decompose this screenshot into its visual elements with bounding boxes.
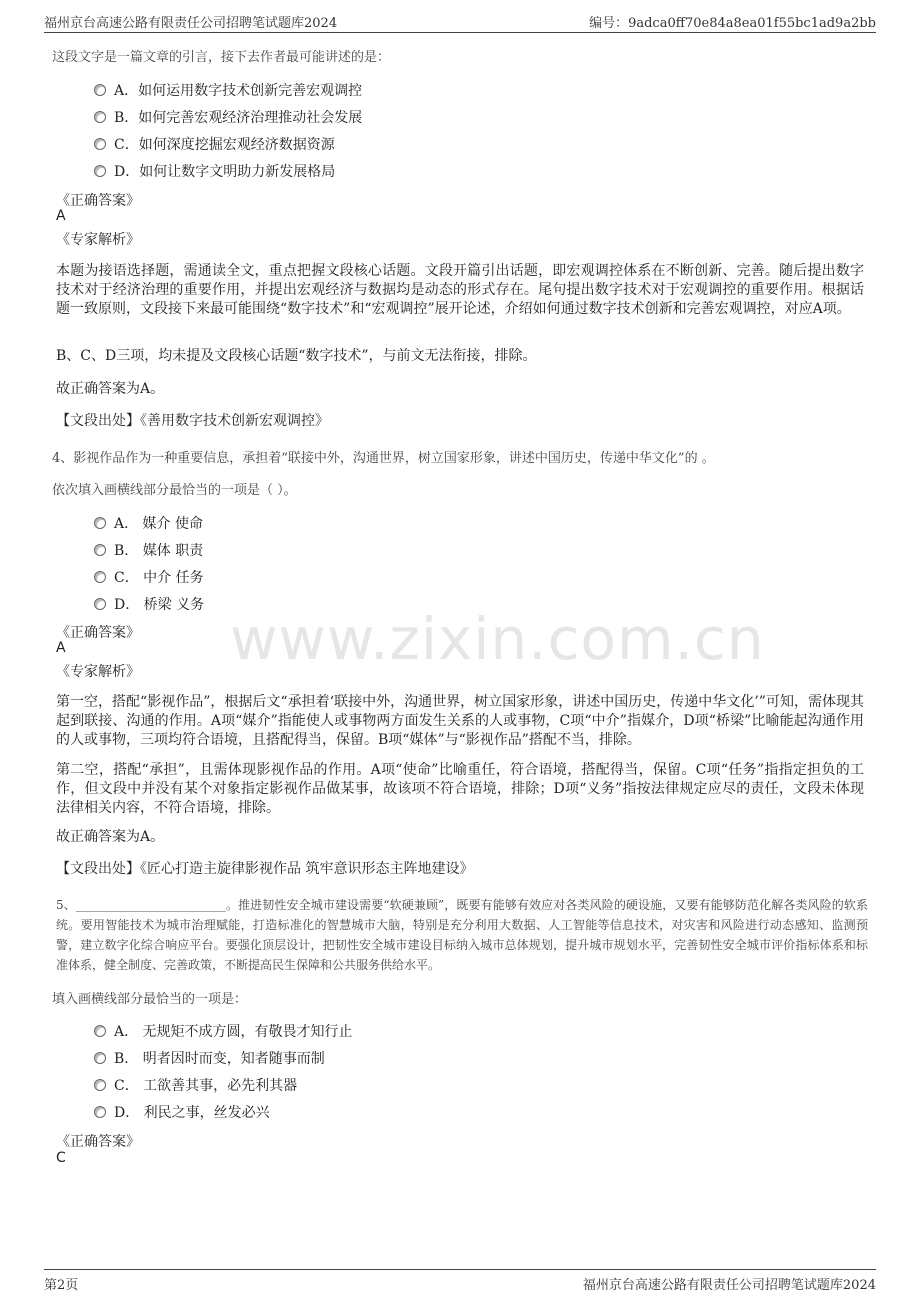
q4-analysis-p1: 第一空，搭配“影视作品”，根据后文“承担着‘联接中外，沟通世界，树立国家形象，讲述中国历史，传递中华文化’”可知，需体现其起到联接、沟通的作用。A项“媒介”指能使人或事物两方面发生关系的人或事物，C项“中介”指媒介，D项“桥梁”比喻能起沟通作用的人或事物，三项均符合语境，且搭配得当，保留。B项“媒体”与“影视作品”搭配不当，排除。 [56, 694, 864, 748]
q3-analysis-label: 《专家解析》 [56, 232, 140, 248]
q4-option-c[interactable]: C． 中介 任务 [94, 567, 204, 587]
radio-icon[interactable] [94, 544, 106, 556]
q4-analysis-label: 《专家解析》 [56, 664, 140, 680]
q3-prompt: 这段文字是一篇文章的引言，接下去作者最可能讲述的是： [52, 50, 391, 65]
q4-option-b[interactable]: B． 媒体 职责 [94, 540, 203, 560]
page-footer [44, 1269, 876, 1294]
q3-option-b[interactable]: B．如何完善宏观经济治理推动社会发展 [94, 107, 362, 127]
radio-icon[interactable] [94, 1025, 106, 1037]
q4-option-d[interactable]: D． 桥梁 义务 [94, 594, 204, 614]
q5-prompt: 填入画横线部分最恰当的一项是： [52, 992, 248, 1007]
watermark: www.zixin.com.cn [230, 605, 765, 673]
radio-icon[interactable] [94, 84, 106, 96]
q4-analysis-p3: 故正确答案为A。 [56, 829, 165, 845]
header-doc-id: 编号：9adca0ff70e84a8ea01f55bc1ad9a2bb [589, 16, 876, 31]
q4-prompt: 依次填入画横线部分最恰当的一项是（ ）。 [52, 483, 297, 498]
q5-stem: 5、_________________________。推进韧性安全城市建设需要“软硬兼顾”，既要有能够有效应对各类风险的硬设施，又要有能够防范化解各类风险的软系统。要用智能技术为城市治理赋能，打造标准化的智慧城市大脑，特别是充分利用大数据、人工智能等信息技术，对灾害和风险进行动态感知、监测预警，建立数字化综合响应平台。要强化顶层设计，把韧性安全城市建设目标纳入城市总体规划，提升城市规划水平，完善韧性安全城市评价指标体系和标准体系，健全制度、完善政策，不断提高民生保障和公共服务供给水平。 [56, 898, 868, 972]
radio-icon[interactable] [94, 517, 106, 529]
q3-answer: A [56, 208, 66, 224]
q4-answer: A [56, 640, 66, 656]
q5-option-c[interactable]: C． 工欲善其事，必先利其器 [94, 1075, 297, 1095]
radio-icon[interactable] [94, 571, 106, 583]
q4-source: 【文段出处】《匠心打造主旋律影视作品 筑牢意识形态主阵地建设》 [56, 861, 474, 877]
q3-answer-label: 《正确答案》 [56, 193, 140, 209]
radio-icon[interactable] [94, 111, 106, 123]
radio-icon[interactable] [94, 1079, 106, 1091]
q5-option-b[interactable]: B． 明者因时而变，知者随事而制 [94, 1048, 325, 1068]
q3-analysis-p1: 本题为接语选择题，需通读全文，重点把握文段核心话题。文段开篇引出话题，即宏观调控体系在不断创新、完善。随后提出数字技术对于经济治理的重要作用，并提出宏观经济与数据均是动态的形式存在。尾句提出数字技术对于宏观调控的重要作用。根据话题一致原则，文段接下来最可能围绕“数字技术”和“宏观调控”展开论述，介绍如何通过数字技术创新和完善宏观调控，对应A项。 [56, 263, 864, 317]
q5-option-d[interactable]: D． 利民之事，丝发必兴 [94, 1102, 270, 1122]
q3-option-d[interactable]: D．如何让数字文明助力新发展格局 [94, 161, 335, 181]
radio-icon[interactable] [94, 598, 106, 610]
q4-stem: 4、影视作品作为一种重要信息，承担着“联接中外，沟通世界，树立国家形象，讲述中国历史，传递中华文化”的 。 [52, 451, 715, 466]
radio-icon[interactable] [94, 1106, 106, 1118]
q5-answer: C [56, 1150, 66, 1166]
q4-answer-label: 《正确答案》 [56, 625, 140, 641]
header-title: 福州京台高速公路有限责任公司招聘笔试题库2024 [44, 16, 338, 31]
radio-icon[interactable] [94, 165, 106, 177]
q5-answer-label: 《正确答案》 [56, 1134, 140, 1150]
radio-icon[interactable] [94, 138, 106, 150]
footer-title: 福州京台高速公路有限责任公司招聘笔试题库2024 [582, 1278, 876, 1293]
page-header [44, 10, 876, 33]
q3-analysis-p2: B、C、D三项，均未提及文段核心话题“数字技术”，与前文无法衔接，排除。 [56, 348, 537, 364]
radio-icon[interactable] [94, 1052, 106, 1064]
q3-analysis-p3: 故正确答案为A。 [56, 381, 165, 397]
q3-option-c[interactable]: C．如何深度挖掘宏观经济数据资源 [94, 134, 335, 154]
q5-option-a[interactable]: A． 无规矩不成方圆，有敬畏才知行止 [94, 1021, 353, 1041]
q3-option-a[interactable]: A．如何运用数字技术创新完善宏观调控 [94, 80, 362, 100]
q3-source: 【文段出处】《善用数字技术创新宏观调控》 [56, 413, 329, 429]
page-number: 第2页 [44, 1278, 79, 1293]
q4-option-a[interactable]: A． 媒介 使命 [94, 513, 203, 533]
q4-analysis-p2: 第二空，搭配“承担”，且需体现影视作品的作用。A项“使命”比喻重任，符合语境，搭配得当，保留。C项“任务”指指定担负的工作，但文段中并没有某个对象指定影视作品做某事，故该项不符合语境，排除；D项“义务”指按法律规定应尽的责任，文段未体现法律相关内容，不符合语境，排除。 [56, 762, 864, 816]
